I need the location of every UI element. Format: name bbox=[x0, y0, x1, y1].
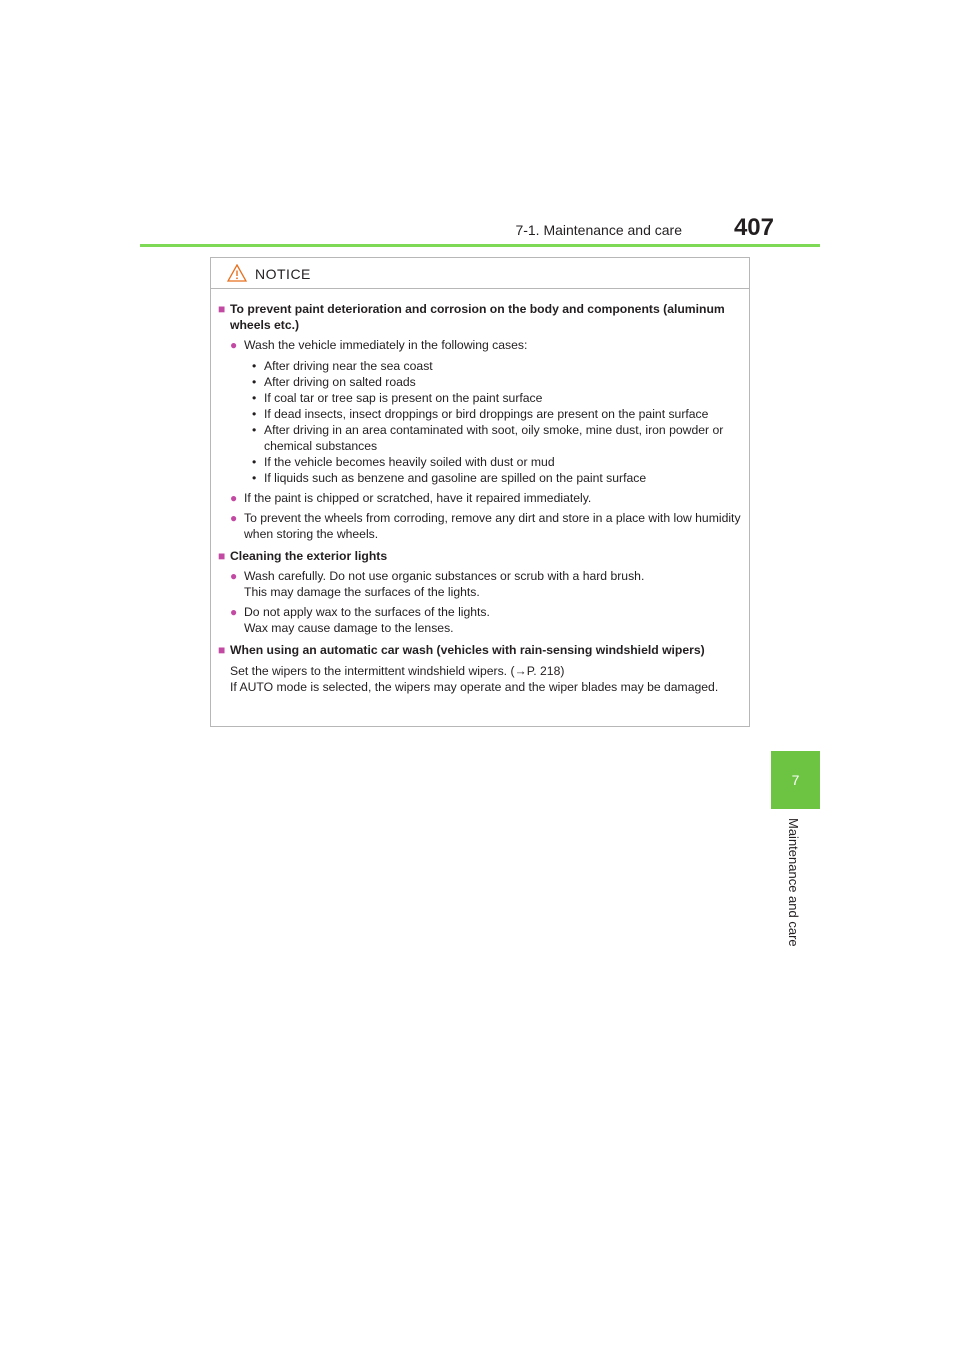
body-line: If AUTO mode is selected, the wipers may operate and the wiper blades may be damaged. bbox=[230, 680, 719, 694]
sub-list-item: • If coal tar or tree sap is present on the paint surface bbox=[252, 391, 543, 405]
bullet-text: Do not apply wax to the surfaces of the lights. bbox=[244, 605, 490, 619]
section-body bbox=[218, 663, 746, 695]
square-bullet-icon: ■ bbox=[218, 549, 226, 563]
chapter-number: 7 bbox=[791, 772, 800, 788]
circle-bullet-icon: ● bbox=[230, 605, 238, 619]
bullet-text: Wash carefully. Do not use organic substances or scrub with a hard brush. bbox=[244, 569, 645, 583]
bullet-note: This may damage the surfaces of the lights. bbox=[244, 585, 480, 599]
sub-list-item: • If liquids such as benzene and gasoline are spilled on the paint surface bbox=[252, 471, 647, 485]
bullet-text: If the paint is chipped or scratched, have it repaired immediately. bbox=[244, 491, 592, 505]
sub-list-item: • If dead insects, insect droppings or bird droppings are present on the paint surface bbox=[252, 407, 709, 421]
sub-list bbox=[218, 358, 746, 486]
warning-triangle-icon bbox=[227, 264, 247, 287]
notice-header bbox=[211, 258, 749, 289]
sub-list-item: • After driving on salted roads bbox=[252, 375, 416, 389]
circle-bullet-icon: ● bbox=[230, 511, 238, 525]
notice-content bbox=[218, 301, 746, 695]
section-heading: To prevent paint deterioration and corrosion on the body and components (aluminum wheels etc.) bbox=[230, 302, 725, 332]
notice-section bbox=[218, 301, 746, 333]
bullet-item bbox=[218, 337, 746, 353]
bullet-note: Wax may cause damage to the lenses. bbox=[244, 621, 454, 635]
notice-section bbox=[218, 642, 746, 658]
circle-bullet-icon: ● bbox=[230, 491, 238, 505]
section-title: 7-1. Maintenance and care bbox=[515, 222, 682, 238]
circle-bullet-icon: ● bbox=[230, 569, 238, 583]
chapter-tab bbox=[771, 751, 820, 809]
bullet-text: To prevent the wheels from corroding, remove any dirt and store in a place with low humidity when storing the wheels. bbox=[244, 511, 741, 541]
circle-bullet-icon: ● bbox=[230, 338, 238, 352]
notice-title: NOTICE bbox=[255, 266, 311, 282]
square-bullet-icon: ■ bbox=[218, 302, 226, 316]
notice-box bbox=[210, 257, 750, 727]
sub-list-item: • After driving in an area contaminated with soot, oily smoke, mine dust, iron powder or chemical substances bbox=[252, 423, 724, 453]
bullet-item bbox=[218, 604, 746, 636]
chapter-label: Maintenance and care bbox=[786, 818, 801, 947]
bullet-item bbox=[218, 490, 746, 506]
body-line: Set the wipers to the intermittent windshield wipers. (→P. 218) bbox=[230, 664, 565, 678]
section-heading: Cleaning the exterior lights bbox=[230, 549, 388, 563]
header-rule bbox=[140, 244, 820, 247]
sub-list-item: • After driving near the sea coast bbox=[252, 359, 433, 373]
page-number: 407 bbox=[733, 214, 774, 241]
section-heading: When using an automatic car wash (vehicles with rain-sensing windshield wipers) bbox=[230, 643, 705, 657]
notice-section bbox=[218, 548, 746, 564]
square-bullet-icon: ■ bbox=[218, 643, 226, 657]
sub-list-item: • If the vehicle becomes heavily soiled with dust or mud bbox=[252, 455, 555, 469]
bullet-text: Wash the vehicle immediately in the following cases: bbox=[244, 338, 528, 352]
bullet-item bbox=[218, 568, 746, 600]
bullet-item bbox=[218, 510, 746, 542]
